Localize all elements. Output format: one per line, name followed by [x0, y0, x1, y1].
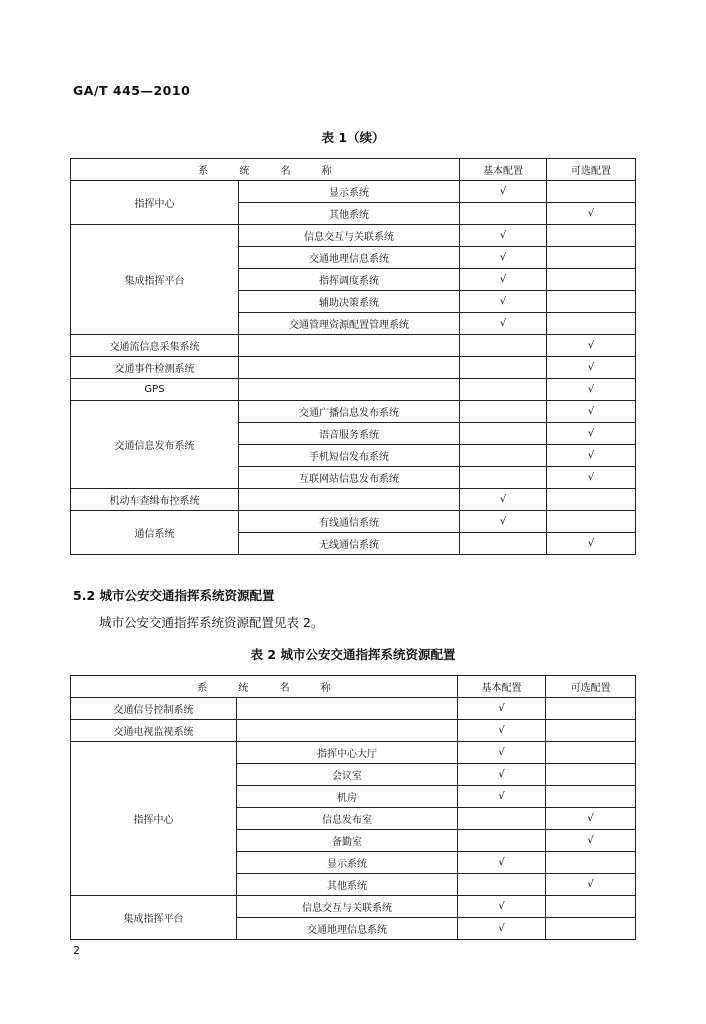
basic-config-check: √ — [460, 269, 547, 291]
subsystem-name-cell: 信息交互与关联系统 — [237, 896, 458, 918]
basic-config-check: √ — [460, 291, 547, 313]
basic-config-check — [458, 874, 546, 896]
group-name-cell: 指挥中心 — [71, 742, 237, 896]
table-header-row — [71, 159, 636, 181]
basic-config-check: √ — [458, 720, 546, 742]
basic-config-check — [458, 808, 546, 830]
optional-config-check — [546, 764, 636, 786]
table2-title: 表 2 城市公安交通指挥系统资源配置 — [250, 647, 456, 662]
table-header-row — [71, 676, 636, 698]
subsystem-name-cell: 信息发布室 — [237, 808, 458, 830]
subsystem-name-cell: 指挥调度系统 — [239, 269, 460, 291]
subsystem-name-cell: 备勤室 — [237, 830, 458, 852]
table-row — [71, 720, 636, 742]
table-row — [71, 489, 636, 511]
subsystem-name-cell: 互联网站信息发布系统 — [239, 467, 460, 489]
basic-config-check: √ — [458, 896, 546, 918]
subsystem-name-cell — [239, 379, 460, 401]
optional-config-check: √ — [546, 874, 636, 896]
page-number: 2 — [73, 944, 80, 957]
basic-config-check: √ — [458, 852, 546, 874]
subsystem-name-cell: 无线通信系统 — [239, 533, 460, 555]
table-row — [71, 401, 636, 423]
subsystem-name-cell: 显示系统 — [237, 852, 458, 874]
optional-config-check: √ — [547, 401, 636, 423]
basic-config-check — [460, 533, 547, 555]
section-heading: 5.2 城市公安交通指挥系统资源配置 — [73, 588, 275, 603]
optional-config-check: √ — [547, 335, 636, 357]
optional-config-check — [547, 181, 636, 203]
group-name-cell: 集成指挥平台 — [71, 225, 239, 335]
subsystem-name-cell — [237, 698, 458, 720]
subsystem-name-cell: 会议室 — [237, 764, 458, 786]
optional-config-check — [546, 742, 636, 764]
basic-config-check: √ — [458, 742, 546, 764]
basic-config-check: √ — [460, 225, 547, 247]
group-name-cell: 交通电视监视系统 — [71, 720, 237, 742]
table2 — [70, 675, 636, 940]
basic-config-check: √ — [458, 764, 546, 786]
basic-config-check: √ — [458, 918, 546, 940]
basic-config-check — [458, 830, 546, 852]
header-basic-config: 基本配置 — [458, 676, 546, 698]
subsystem-name-cell: 交通地理信息系统 — [237, 918, 458, 940]
optional-config-check — [546, 896, 636, 918]
basic-config-check: √ — [460, 247, 547, 269]
group-name-cell: 机动车查缉布控系统 — [71, 489, 239, 511]
subsystem-name-cell: 显示系统 — [239, 181, 460, 203]
optional-config-check — [546, 852, 636, 874]
optional-config-check: √ — [547, 203, 636, 225]
table-row — [71, 742, 636, 764]
table-row — [71, 225, 636, 247]
subsystem-name-cell: 机房 — [237, 786, 458, 808]
optional-config-check — [547, 269, 636, 291]
optional-config-check — [546, 918, 636, 940]
header-system-name: 系 统 名 称 — [71, 676, 458, 698]
subsystem-name-cell: 指挥中心大厅 — [237, 742, 458, 764]
basic-config-check — [460, 357, 547, 379]
table-row — [71, 335, 636, 357]
table-row — [71, 357, 636, 379]
subsystem-name-cell — [239, 357, 460, 379]
header-optional-config: 可选配置 — [546, 676, 636, 698]
optional-config-check: √ — [547, 357, 636, 379]
group-name-cell: 集成指挥平台 — [71, 896, 237, 940]
optional-config-check: √ — [547, 467, 636, 489]
document-code: GA/T 445—2010 — [73, 83, 191, 98]
basic-config-check: √ — [458, 786, 546, 808]
optional-config-check: √ — [547, 533, 636, 555]
subsystem-name-cell: 辅助决策系统 — [239, 291, 460, 313]
group-name-cell: 交通事件检测系统 — [71, 357, 239, 379]
basic-config-check: √ — [458, 698, 546, 720]
basic-config-check — [460, 467, 547, 489]
subsystem-name-cell: 其他系统 — [237, 874, 458, 896]
optional-config-check — [546, 786, 636, 808]
table1 — [70, 158, 636, 555]
optional-config-check — [547, 225, 636, 247]
subsystem-name-cell: 语音服务系统 — [239, 423, 460, 445]
subsystem-name-cell: 其他系统 — [239, 203, 460, 225]
header-system-name: 系 统 名 称 — [71, 159, 460, 181]
subsystem-name-cell: 交通管理资源配置管理系统 — [239, 313, 460, 335]
table-row — [71, 379, 636, 401]
subsystem-name-cell: 信息交互与关联系统 — [239, 225, 460, 247]
optional-config-check: √ — [547, 445, 636, 467]
optional-config-check — [547, 489, 636, 511]
subsystem-name-cell: 交通广播信息发布系统 — [239, 401, 460, 423]
subsystem-name-cell: 交通地理信息系统 — [239, 247, 460, 269]
basic-config-check: √ — [460, 511, 547, 533]
optional-config-check: √ — [546, 808, 636, 830]
basic-config-check — [460, 445, 547, 467]
subsystem-name-cell: 手机短信发布系统 — [239, 445, 460, 467]
subsystem-name-cell — [237, 720, 458, 742]
group-name-cell: 交通流信息采集系统 — [71, 335, 239, 357]
optional-config-check — [546, 720, 636, 742]
basic-config-check: √ — [460, 313, 547, 335]
optional-config-check: √ — [547, 423, 636, 445]
table1-title: 表 1（续） — [321, 130, 385, 145]
group-name-cell: 指挥中心 — [71, 181, 239, 225]
section-body-text: 城市公安交通指挥系统资源配置见表 2。 — [99, 615, 324, 630]
basic-config-check: √ — [460, 489, 547, 511]
group-name-cell: GPS — [71, 379, 239, 401]
group-name-cell: 通信系统 — [71, 511, 239, 555]
optional-config-check — [547, 511, 636, 533]
subsystem-name-cell — [239, 489, 460, 511]
optional-config-check: √ — [546, 830, 636, 852]
optional-config-check — [546, 698, 636, 720]
basic-config-check — [460, 379, 547, 401]
subsystem-name-cell — [239, 335, 460, 357]
basic-config-check — [460, 423, 547, 445]
subsystem-name-cell: 有线通信系统 — [239, 511, 460, 533]
optional-config-check — [547, 247, 636, 269]
optional-config-check — [547, 291, 636, 313]
table-row — [71, 896, 636, 918]
table-row — [71, 181, 636, 203]
header-basic-config: 基本配置 — [460, 159, 547, 181]
basic-config-check — [460, 335, 547, 357]
group-name-cell: 交通信息发布系统 — [71, 401, 239, 489]
basic-config-check — [460, 401, 547, 423]
group-name-cell: 交通信号控制系统 — [71, 698, 237, 720]
table-row — [71, 511, 636, 533]
basic-config-check: √ — [460, 181, 547, 203]
optional-config-check: √ — [547, 379, 636, 401]
optional-config-check — [547, 313, 636, 335]
basic-config-check — [460, 203, 547, 225]
table-row — [71, 698, 636, 720]
header-optional-config: 可选配置 — [547, 159, 636, 181]
